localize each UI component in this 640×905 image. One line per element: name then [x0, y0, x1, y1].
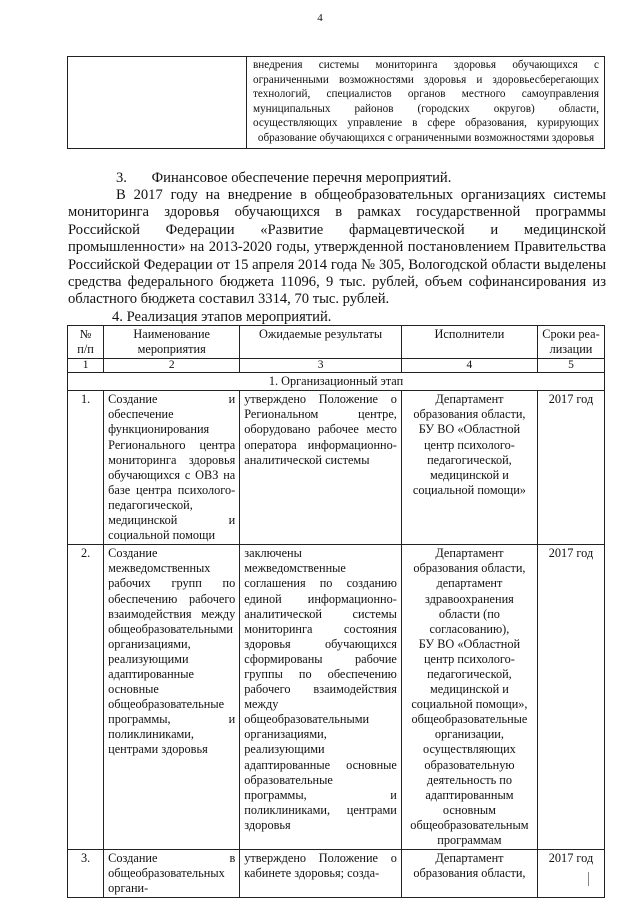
section-3-paragraph: В 2017 году на внедрение в общеобразовательных организациях системы мониторинга здоровья обучающихся в рамках государственной программы Российской Федерации «Развитие фармацевтической и медицинской промышленности» на 2013-2020 годы, утвержденной постановлением Правительства Российской Федерации от 15 апреля 2014 года № 305, Вологодской области выделены средства федерального бюджета 11096, 9 тыс. рублей, объем софинансирования из областного бюджета составил 3314, 70 тыс. рублей.: [68, 187, 606, 308]
section-4-number: 4.: [112, 308, 123, 325]
row-executors: Департамент образования области, департамент здравоохранения области (по согласованию), БУ ВО «Областной центр психолого-педагогической, медицинской и социальной помощи», общеобразовательные организации, осуществляющих образовательную деятельность по адаптированным основным общеобразовательным программам: [401, 545, 537, 850]
row-results: заключены межведомственные соглашения по созданию единой информационно-аналитической системы мониторинга состояния здоровья обучающихся сформированы рабочие группы по обеспечению рабочего взаимодействия между общеобразовательными организациями, реализующими адаптированные основные образовательные программы, и поликлиниками, центрами здоровья: [240, 545, 402, 850]
row-num: 3.: [68, 850, 104, 898]
header-deadline: Сроки реа- лизации: [537, 326, 604, 359]
stages-table: [67, 325, 605, 898]
continuation-text-cell: внедрения системы мониторинга здоровья обучающихся с ограниченными возможностями здоровья и здоровьесберегающих технологий, специалистов органов местного самоуправления муниципальных районов (городских округов) области, осуществляющих управление в сфере образования, курирующих образование обучающихся с ограниченными возможностями здоровья: [247, 57, 605, 149]
section-3: [68, 170, 606, 326]
section-4-heading: [68, 309, 606, 326]
row-results: утверждено Положение о Региональном центре, оборудовано рабочее место оператора информационно-аналитической системы: [240, 391, 402, 545]
table-row: [68, 850, 605, 898]
section-4-title: Реализация этапов мероприятий.: [126, 308, 332, 325]
continuation-empty-cell: [68, 57, 247, 149]
row-executors: Департамент образования области,: [401, 850, 537, 898]
header-name: Наименование мероприятия: [104, 326, 240, 359]
column-index: 5: [537, 359, 604, 373]
page-number: 4: [317, 12, 323, 24]
row-deadline: 2017 год: [537, 850, 604, 898]
section-3-heading: [68, 170, 606, 187]
header-num: № п/п: [68, 326, 104, 359]
header-results: Ожидаемые результаты: [240, 326, 402, 359]
row-name: Создание межведомственных рабочих групп по обеспечению рабочего взаимодействия между общеобразовательными организациями, реализующими адаптированные основные общеобразовательные программы, и поликлиниками, центрами здоровья: [104, 545, 240, 850]
row-results: утверждено Положение о кабинете здоровья; созда-: [240, 850, 402, 898]
continuation-row: [68, 57, 605, 149]
column-index-row: [68, 359, 605, 373]
row-name: Создание и обеспечение функционирования Регионального центра мониторинга здоровья обучающихся с ОВЗ на базе центра психолого-педагогической, медицинской и социальной помощи: [104, 391, 240, 545]
table-header-row: [68, 326, 605, 359]
row-deadline: 2017 год: [537, 391, 604, 545]
row-deadline: 2017 год: [537, 545, 604, 850]
row-num: 1.: [68, 391, 104, 545]
scan-mark: [588, 872, 592, 886]
column-index: 3: [240, 359, 402, 373]
table-row: [68, 545, 605, 850]
section-3-title: Финансовое обеспечение перечня мероприятий.: [151, 170, 452, 186]
table-row: [68, 391, 605, 545]
column-index: 4: [401, 359, 537, 373]
row-name: Создание в общеобразовательных органи-: [104, 850, 240, 898]
column-index: 2: [104, 359, 240, 373]
header-executors: Исполнители: [401, 326, 537, 359]
section-3-number: 3.: [116, 170, 127, 186]
stage-row: [68, 373, 605, 391]
continuation-table: [67, 56, 605, 149]
row-num: 2.: [68, 545, 104, 850]
column-index: 1: [68, 359, 104, 373]
stage-title: 1. Организационный этап: [68, 373, 605, 391]
row-executors: Департамент образования области, БУ ВО «Областной центр психолого-педагогической, медицинской и социальной помощи»: [401, 391, 537, 545]
